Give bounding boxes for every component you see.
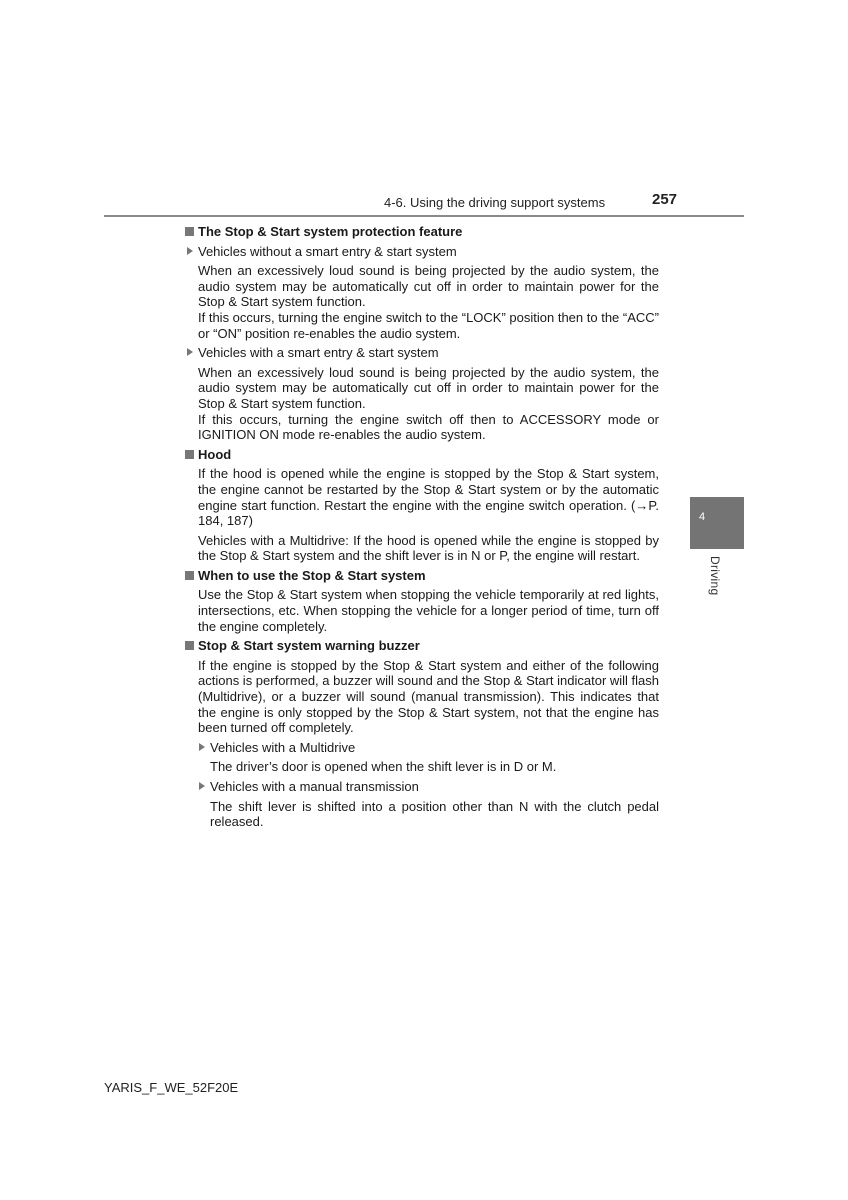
subheading-text: Vehicles without a smart entry & start system <box>198 243 457 259</box>
paragraph: If this occurs, turning the engine switch to the “LOCK” position then to the “ACC” or “ON” position re-enables the audio system. <box>198 309 659 341</box>
subheading-text: Vehicles with a Multidrive <box>210 739 356 755</box>
section-heading <box>184 447 659 463</box>
paragraph: Vehicles with a Multidrive: If the hood is opened while the engine is stopped by the Stop & Start system and the shift lever is in N or P, the engine will restart. <box>198 532 659 564</box>
document-code: YARIS_F_WE_52F20E <box>104 1080 239 1095</box>
paragraph: The shift lever is shifted into a position other than N with the clutch pedal released. <box>210 798 659 830</box>
page-number: 257 <box>652 191 678 208</box>
section-heading-text: When to use the Stop & Start system <box>198 567 426 583</box>
subheading <box>184 345 659 361</box>
header-divider <box>104 215 744 217</box>
section-heading <box>184 568 659 584</box>
square-bullet-icon <box>185 571 194 580</box>
subheading <box>196 779 659 795</box>
paragraph: The driver’s door is opened when the shift lever is in D or M. <box>210 759 557 775</box>
paragraph: If the hood is opened while the engine is stopped by the Stop & Start system, the engine cannot be restarted by the Stop & Start system or by the automatic engine start function. Restart the engine with the engine switch operation. (→P. 184, 187) <box>198 466 659 529</box>
chapter-tab-number: 4 <box>699 511 706 523</box>
square-bullet-icon <box>185 227 194 236</box>
paragraph: When an excessively loud sound is being projected by the audio system, the audio system may be automatically cut off in order to maintain power for the Stop & Start system function. <box>198 263 659 310</box>
section-heading-text: The Stop & Start system protection feature <box>198 224 463 239</box>
section-heading-text: Hood <box>198 446 232 462</box>
page-body <box>184 224 659 834</box>
section-heading-text: Stop & Start system warning buzzer <box>198 638 420 654</box>
paragraph: When an excessively loud sound is being projected by the audio system, the audio system may be automatically cut off in order to maintain power for the Stop & Start system function. <box>198 364 659 411</box>
subheading <box>184 244 659 260</box>
triangle-bullet-icon <box>199 743 205 751</box>
subheading-text: Vehicles with a manual transmission <box>210 779 419 794</box>
section-title: 4-6. Using the driving support systems <box>384 195 606 210</box>
chapter-tab <box>690 497 744 549</box>
triangle-bullet-icon <box>187 247 193 255</box>
triangle-bullet-icon <box>187 348 193 356</box>
subheading-text: Vehicles with a smart entry & start system <box>198 345 439 361</box>
chapter-tab-label: Driving <box>708 556 722 596</box>
square-bullet-icon <box>185 641 194 650</box>
paragraph: If this occurs, turning the engine switch off then to ACCESSORY mode or IGNITION ON mode re-enables the audio system. <box>198 411 659 443</box>
subheading <box>196 740 659 756</box>
paragraph: Use the Stop & Start system when stopping the vehicle temporarily at red lights, intersections, etc. When stopping the vehicle for a longer period of time, turn off the engine completely. <box>198 587 659 634</box>
paragraph: If the engine is stopped by the Stop & Start system and either of the following actions is performed, a buzzer will sound and the Stop & Start indicator will flash (Multidrive), or a buzzer will sound (manual transmission). This indicates that the engine is only stopped by the Stop & Start system, not that the engine has been turned off completely. <box>198 657 660 736</box>
triangle-bullet-icon <box>199 782 205 790</box>
section-heading <box>184 638 659 654</box>
square-bullet-icon <box>185 450 194 459</box>
section-heading <box>184 224 659 240</box>
